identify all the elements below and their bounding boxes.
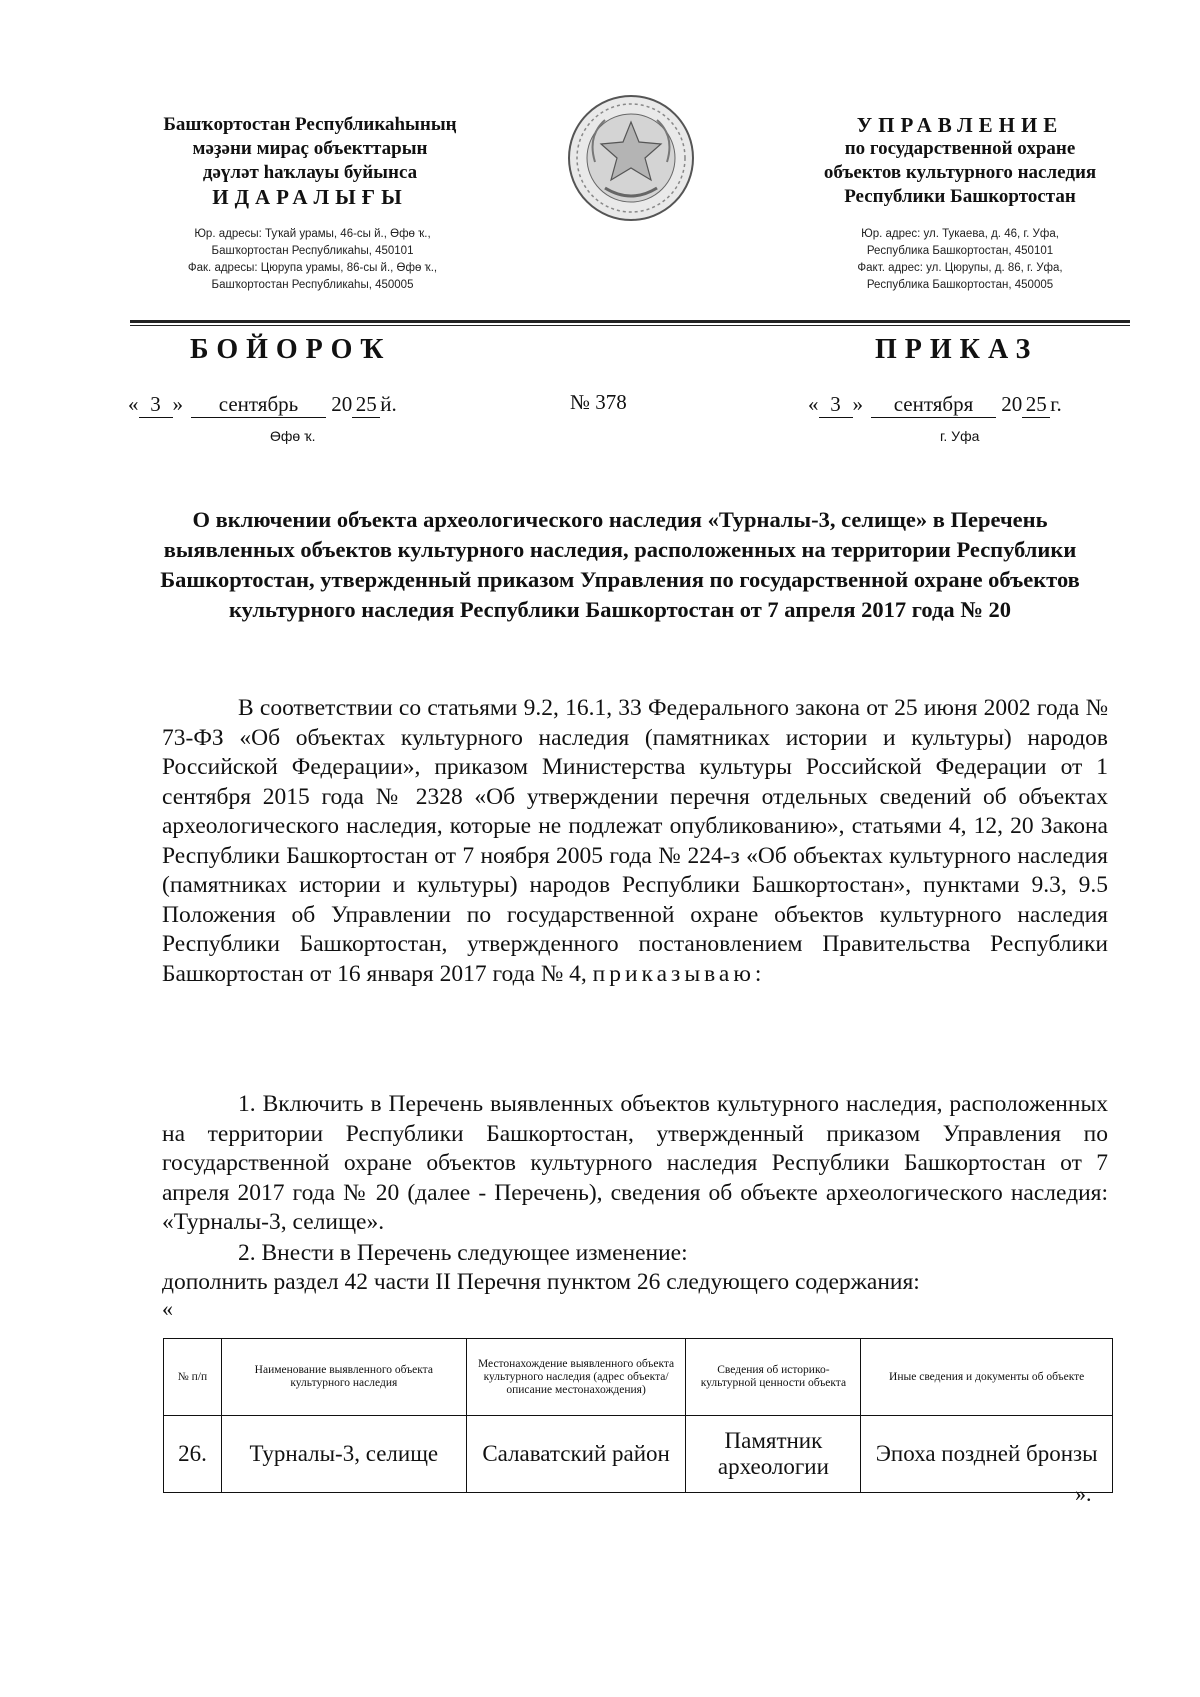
city-left: Өфө ҡ. [270,428,316,444]
doc-type-left: БОЙОРОҠ [190,334,392,365]
cell-location: Салаватский район [466,1416,686,1493]
order-subject: О включении объекта археологического наследия «Турналы-3, селище» в Перечень выявленных объектов культурного наследия, расположенных на территории Республики Башкортостан, утвержденный приказом Управления по государственной охране объектов культурного наследия Республики Башкортостан от 7 апреля 2017 года № 20 [160,507,1080,622]
header-left-organization [130,113,490,209]
cell-name: Турналы-3, селище [221,1416,466,1493]
date-year-prefix: 20 [331,392,353,416]
preamble-text: В соответствии со статьями 9.2, 16.1, 33 Федерального закона от 25 июня 2002 года № 73-ФЗ «Об объектах культурного наследия (памятниках истории и культуры) народов Российской Федерации», приказом Министерства культуры Российской Федерации от 1 сентября 2015 года № 2328 «Об утверждении перечня отдельных сведений об объектах археологического наследия, которые не подлежат опубликованию», статьями 4, 12, 20 Закона Республики Башкортостан от 7 ноября 2005 года № 224-з «Об объектах культурного наследия (памятниках истории и культуры) народов Республики Башкортостан», пунктами 9.3, 9.5 Положения об Управлении по государственной охране объектов культурного наследия Республики Башкортостан, утвержденного постановлением Правительства Республики Башкортостан от 16 января 2017 года № 4, [162,695,1108,987]
header-left-address [140,226,485,294]
header-left-line: дәүләт һаҡлауы буйынса [202,162,418,183]
header-right-line: объектов культурного наследия [823,162,1097,183]
date-left [128,392,397,418]
date-suffix: й. [380,392,397,416]
address-line: Фак. адресы: Цюрупа урамы, 86-сы й., Өфө ҡ., [187,262,438,274]
body-paragraph-preamble [162,694,1108,989]
objects-table [163,1338,1113,1493]
column-header-name: Наименование выявленного объекта культурного наследия [221,1339,466,1416]
address-line: Республика Башкортостан, 450005 [866,279,1054,291]
header-right-line: по государственной охране [844,138,1076,159]
date-day: 3 [819,392,853,418]
column-header-number: № п/п [164,1339,222,1416]
date-suffix: г. [1050,392,1062,416]
header-right-line: УПРАВЛЕНИЕ [856,113,1064,137]
quote-mark: « [128,392,139,416]
body-paragraph-item-2: 2. Внести в Перечень следующее изменение: [238,1240,688,1266]
command-word: приказываю: [592,960,766,987]
body-paragraph-item-1: 1. Включить в Перечень выявленных объектов культурного наследия, расположенных на территории Республики Башкортостан, утвержденный приказом Управления по государственной охране объектов культурного наследия Республики Башкортостан от 7 апреля 2017 года № 20 (далее - Перечень), сведения об объекте археологического наследия: «Турналы-3, селище». [162,1091,1108,1235]
address-line: Факт. адрес: ул. Цюрупы, д. 86, г. Уфа, [857,262,1063,274]
header-right-line: Республики Башкортостан [844,186,1076,207]
body-paragraph-addition: дополнить раздел 42 части II Перечня пунктом 26 следующего содержания: [162,1269,920,1295]
date-year-prefix: 20 [1001,392,1023,416]
header-divider-thin [130,325,1130,326]
date-right [808,392,1062,418]
header-left-line: мәҙәни мираҫ объекттарын [192,138,428,159]
quote-close: ». [1075,1481,1092,1506]
address-line: Башҡортостан Республикаһы, 450005 [211,279,414,291]
quote-mark: « [808,392,819,416]
header-divider [130,320,1130,323]
header-right-address [790,226,1130,294]
column-header-location: Местонахождение выявленного объекта культурного наследия (адрес объекта/описание местонахождения) [466,1339,686,1416]
address-line: Юр. адрес: ул. Тукаева, д. 46, г. Уфа, [861,228,1059,240]
address-line: Башҡортостан Республикаһы, 450101 [211,245,414,257]
date-month: сентября [871,392,996,418]
table-row [164,1416,1113,1493]
header-left-line: ИДАРАЛЫҒЫ [212,185,408,209]
quote-open: « [162,1296,173,1321]
date-year-suffix: 25 [352,392,380,418]
cell-number: 26. [164,1416,222,1493]
quote-mark: » [852,392,863,416]
order-number: № 378 [570,390,627,414]
address-line: Юр. адресы: Туҡай урамы, 46-сы й., Өфө ҡ., [194,228,431,240]
table-header-row [164,1339,1113,1416]
header-right-organization [775,113,1145,209]
address-line: Республика Башкортостан, 450101 [866,245,1054,257]
column-header-value: Сведения об историко-культурной ценности объекта [686,1339,861,1416]
doc-type-right: ПРИКАЗ [875,334,1039,365]
cell-value: Памятник археологии [686,1416,861,1493]
city-right: г. Уфа [940,428,980,444]
date-year-suffix: 25 [1022,392,1050,418]
quote-mark: » [172,392,183,416]
date-day: 3 [139,392,173,418]
date-month: сентябрь [191,392,326,418]
header-left-line: Башҡортостан Республикаһының [163,114,457,135]
column-header-other: Иные сведения и документы об объекте [861,1339,1113,1416]
coat-of-arms-icon [565,92,697,224]
cell-other: Эпоха поздней бронзы [861,1416,1113,1493]
